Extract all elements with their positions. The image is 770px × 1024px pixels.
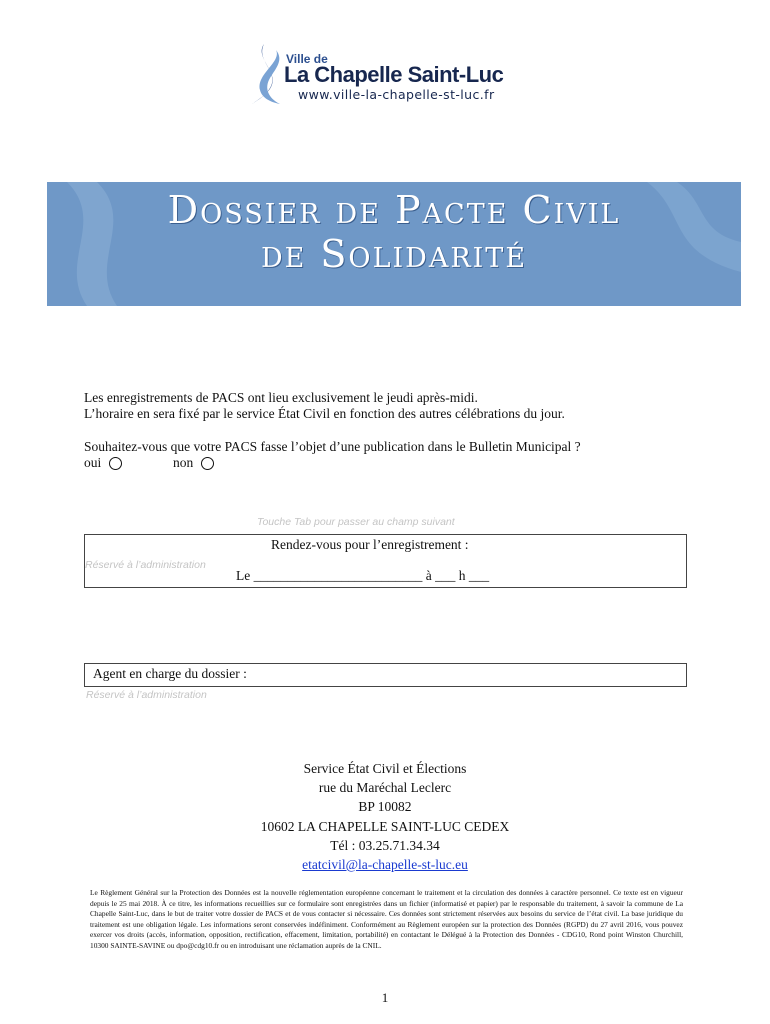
banner-title-line1: Dossier de Pacte Civil bbox=[167, 188, 621, 232]
oui-label: oui bbox=[84, 455, 102, 470]
logo-website: www.ville-la-chapelle-st-luc.fr bbox=[298, 87, 495, 102]
rdv-box bbox=[84, 534, 687, 588]
rdv-date-field[interactable]: Le _________________________ à ___ h ___ bbox=[236, 568, 490, 583]
agent-box bbox=[84, 663, 687, 687]
logo-ville-text: Ville de bbox=[286, 52, 328, 66]
service-name: Service État Civil et Élections bbox=[303, 761, 467, 776]
tab-hint: Touche Tab pour passer au champ suivant bbox=[257, 516, 455, 528]
rdv-title: Rendez-vous pour l’enregistrement : bbox=[271, 537, 469, 552]
service-tel: Tél : 03.25.71.34.34 bbox=[330, 838, 440, 853]
service-city: 10602 LA CHAPELLE SAINT-LUC CEDEX bbox=[260, 819, 510, 834]
city-logo bbox=[250, 42, 530, 106]
publication-question: Souhaitez-vous que votre PACS fasse l’objet d’une publication dans le Bulletin Municipal ? bbox=[84, 439, 581, 454]
publication-options bbox=[84, 455, 214, 471]
service-email-link[interactable]: etatcivil@la-chapelle-st-luc.eu bbox=[302, 857, 468, 872]
page-number: 1 bbox=[381, 990, 389, 1005]
agent-reserved-note: Réservé à l’administration bbox=[86, 689, 207, 701]
oui-radio[interactable] bbox=[109, 457, 122, 470]
intro-line-1: Les enregistrements de PACS ont lieu exclusivement le jeudi après-midi. bbox=[84, 390, 478, 405]
non-radio[interactable] bbox=[201, 457, 214, 470]
service-street: rue du Maréchal Leclerc bbox=[318, 780, 452, 795]
agent-label[interactable]: Agent en charge du dossier : bbox=[93, 666, 247, 681]
non-label: non bbox=[173, 455, 194, 470]
intro-line-2: L’horaire en sera fixé par le service État Civil en fonction des autres célébrations du jour. bbox=[84, 406, 565, 421]
rgpd-notice: Le Règlement Général sur la Protection des Données est la nouvelle réglementation européenne concernant le traitement et la circulation des données à caractère personnel. Ce texte est en vigueur depuis le 25 mai 2018. À ce titre, les informations recueillies sur ce formulaire sont enregistrées dans un fichier (informatisé et papier) par le responsable du traitement, à savoir la commune de La Chapelle Saint-Luc, dans le but de traiter votre dossier de PACS et de vous contacter si nécessaire. Ces données sont strictement réservées aux besoins du service de l’état civil. La base juridique du traitement est une obligation légale. Les informations seront conservées indéfiniment. Conformément au Règlement européen sur la protection des Données (RGPD) du 27 avril 2016, vous pouvez exercer vos droits (accès, information, opposition, rectification, effacement, limitation, portabilité) en contactant le Délégué à la Protection des Données - CDG10, Rond point Winston Churchill, 10300 SAINTE-SAVINE ou dpo@cdg10.fr ou en introduisant une réclamation auprès de la CNIL. bbox=[90, 888, 683, 950]
service-email-row bbox=[0, 857, 770, 873]
title-banner bbox=[47, 182, 741, 306]
banner-title-line2: de Solidarité bbox=[260, 232, 528, 276]
rdv-reserved-note: Réservé à l’administration bbox=[85, 559, 206, 571]
service-bp: BP 10082 bbox=[358, 799, 412, 814]
logo-city-name: La Chapelle Saint-Luc bbox=[284, 62, 504, 87]
